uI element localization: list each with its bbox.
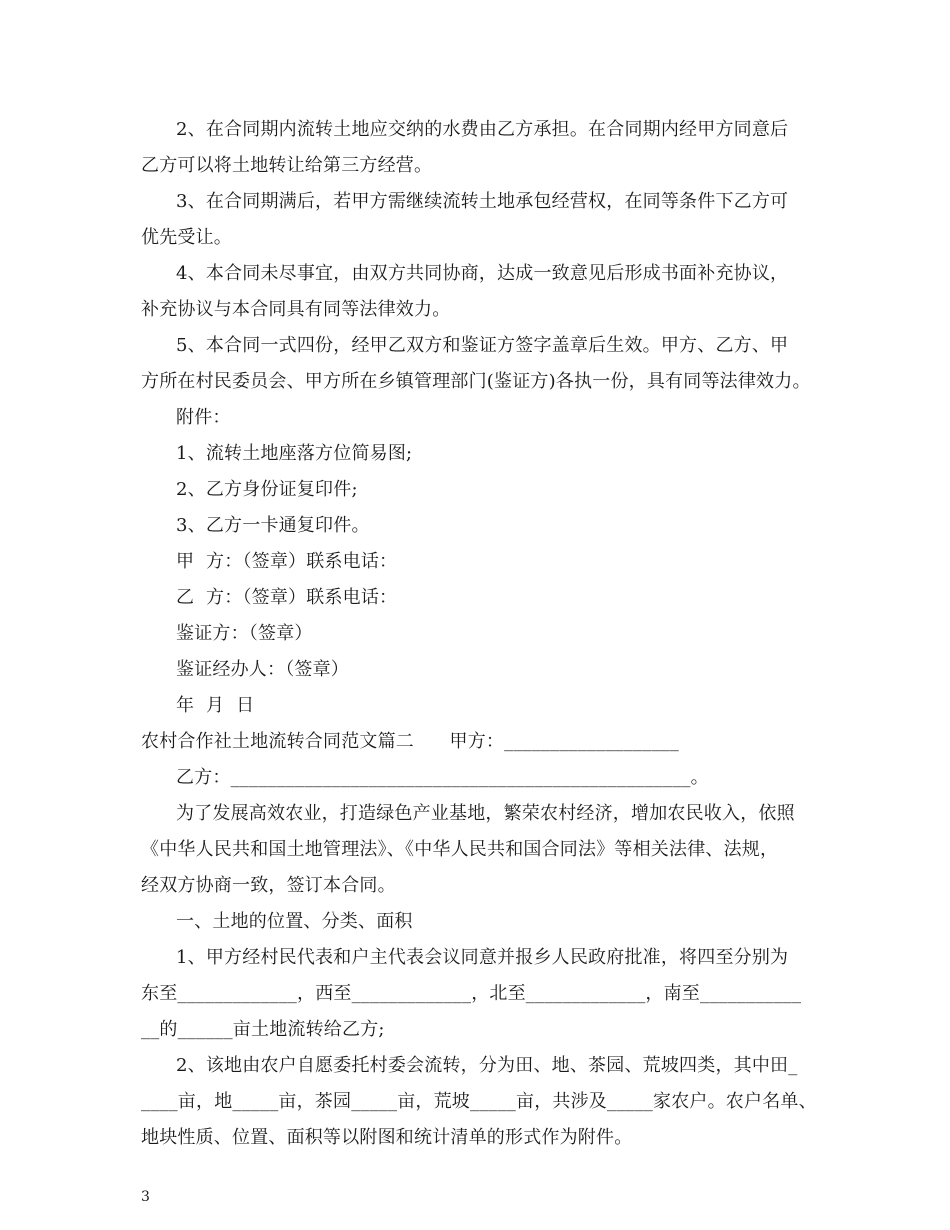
paragraph-line: 1、甲方经村民代表和户主代表会议同意并报乡人民政府批准，将四至分别为: [176, 947, 789, 968]
paragraph-line: 乙方可以将土地转让给第三方经营。: [141, 155, 433, 176]
signature-line: 甲 方：（签章）联系电话：: [176, 551, 398, 572]
signature-line: 鉴证经办人：（签章）: [176, 659, 349, 680]
paragraph-line: 东至_____________，西至_____________，北至_____________，南至___________: [141, 983, 802, 1004]
paragraph-line: 方所在村民委员会、甲方所在乡镇管理部门(鉴证方)各执一份，具有同等法律效力。: [141, 371, 811, 392]
paragraph-line: 《中华人民共和国土地管理法》、《中华人民共和国合同法》等相关法律、法规，: [141, 839, 779, 860]
party-b-line: 乙方：__________________________________________________。: [176, 767, 709, 788]
attachment-item: 1、流转土地座落方位简易图;: [176, 443, 413, 464]
date-line: 年 月 日: [176, 695, 255, 716]
paragraph-line: 地块性质、位置、面积等以附图和统计清单的形式作为附件。: [141, 1127, 633, 1148]
signature-line: 鉴证方：（签章）: [176, 623, 313, 644]
paragraph-line: 经双方协商一致，签订本合同。: [141, 875, 396, 896]
paragraph-line: 2、在合同期内流转土地应交纳的水费由乙方承担。在合同期内经甲方同意后: [176, 119, 789, 140]
paragraph-line: 补充协议与本合同具有同等法律效力。: [141, 299, 451, 320]
paragraph-line: 5、本合同一式四份，经甲乙双方和鉴证方签字盖章后生效。甲方、乙方、甲: [176, 335, 789, 356]
section-heading: 一、土地的位置、分类、面积: [176, 911, 413, 932]
paragraph-line: __的______亩土地流转给乙方;: [141, 1019, 385, 1040]
paragraph-line: 优先受让。: [141, 227, 232, 248]
section-title-line: 农村合作社土地流转合同范文篇二 甲方：___________________: [141, 731, 679, 752]
paragraph-line: 3、在合同期满后，若甲方需继续流转土地承包经营权，在同等条件下乙方可: [176, 191, 789, 212]
attachment-item: 2、乙方身份证复印件;: [176, 479, 358, 500]
paragraph-line: ____亩，地_____亩，茶园_____亩，荒坡_____亩，共涉及_____家农户。农户名单、: [141, 1091, 817, 1112]
signature-line: 乙 方：（签章）联系电话：: [176, 587, 398, 608]
paragraph-line: 4、本合同未尽事宜，由双方共同协商，达成一致意见后形成书面补充协议，: [176, 263, 789, 284]
page-number: 3: [141, 1189, 150, 1205]
paragraph-line: 为了发展高效农业，打造绿色产业基地，繁荣农村经济，增加农民收入，依照: [176, 803, 795, 824]
attachment-item: 3、乙方一卡通复印件。: [176, 515, 370, 536]
paragraph-line: 2、该地由农户自愿委托村委会流转，分为田、地、茶园、荒坡四类，其中田_: [176, 1055, 798, 1076]
attachments-heading: 附件：: [176, 407, 231, 428]
